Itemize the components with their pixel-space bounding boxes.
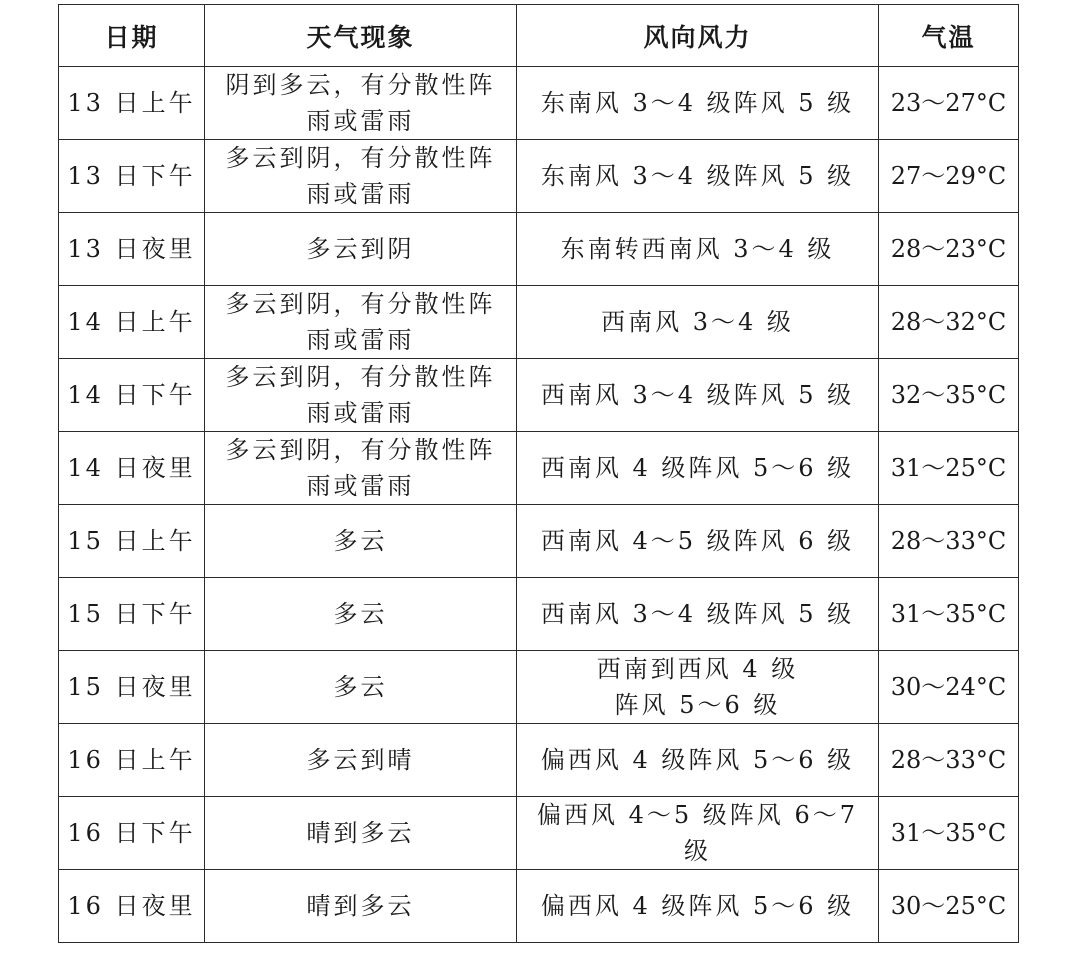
date-cell: 14 日上午 xyxy=(59,286,205,359)
weather-line: 雨或雷雨 xyxy=(306,472,415,500)
wind-line: 偏西风 4～5 级阵风 6～7 级 xyxy=(537,801,858,865)
table-row xyxy=(59,67,1019,140)
weather-line: 晴到多云 xyxy=(306,819,415,847)
date-cell: 14 日下午 xyxy=(59,359,205,432)
temperature-cell: 27～29°C xyxy=(879,140,1019,213)
wind-line: 东南转西南风 3～4 级 xyxy=(560,235,835,263)
header-row xyxy=(59,5,1019,67)
temperature-cell: 28～33°C xyxy=(879,505,1019,578)
wind-cell xyxy=(517,213,879,286)
date-cell: 13 日上午 xyxy=(59,67,205,140)
wind-line: 东南风 3～4 级阵风 5 级 xyxy=(540,89,855,117)
weather-line: 多云到阴，有分散性阵 xyxy=(225,363,496,391)
date-cell: 15 日下午 xyxy=(59,578,205,651)
wind-cell xyxy=(517,505,879,578)
date-cell: 15 日上午 xyxy=(59,505,205,578)
weather-line: 多云到阴 xyxy=(306,235,415,263)
header-date: 日期 xyxy=(59,5,205,67)
weather-cell xyxy=(205,797,517,870)
weather-cell xyxy=(205,578,517,651)
weather-line: 雨或雷雨 xyxy=(306,180,415,208)
weather-cell xyxy=(205,140,517,213)
temperature-cell: 28～32°C xyxy=(879,286,1019,359)
wind-cell xyxy=(517,578,879,651)
temperature-cell: 31～25°C xyxy=(879,432,1019,505)
wind-cell xyxy=(517,67,879,140)
weather-cell xyxy=(205,870,517,943)
temperature-cell: 30～24°C xyxy=(879,651,1019,724)
date-cell: 16 日夜里 xyxy=(59,870,205,943)
temperature-cell: 23～27°C xyxy=(879,67,1019,140)
weather-line: 多云 xyxy=(333,600,388,628)
wind-line: 西南风 3～4 级阵风 5 级 xyxy=(540,600,855,628)
table-row xyxy=(59,797,1019,870)
wind-line: 西南风 3～4 级阵风 5 级 xyxy=(540,381,855,409)
table-row xyxy=(59,213,1019,286)
weather-cell xyxy=(205,651,517,724)
wind-line: 西南风 3～4 级 xyxy=(601,308,794,336)
weather-line: 晴到多云 xyxy=(306,892,415,920)
wind-line: 西南到西风 4 级 xyxy=(596,655,799,683)
wind-line: 西南风 4 级阵风 5～6 级 xyxy=(540,454,855,482)
date-cell: 15 日夜里 xyxy=(59,651,205,724)
wind-line: 偏西风 4 级阵风 5～6 级 xyxy=(540,892,855,920)
weather-line: 多云 xyxy=(333,673,388,701)
wind-line: 阵风 5～6 级 xyxy=(614,691,781,719)
header-temperature: 气温 xyxy=(879,5,1019,67)
temperature-cell: 30～25°C xyxy=(879,870,1019,943)
wind-cell xyxy=(517,797,879,870)
weather-cell xyxy=(205,359,517,432)
wind-cell xyxy=(517,286,879,359)
table-header xyxy=(59,5,1019,67)
weather-line: 多云到阴，有分散性阵 xyxy=(225,436,496,464)
wind-cell xyxy=(517,359,879,432)
table-row xyxy=(59,870,1019,943)
wind-cell xyxy=(517,432,879,505)
weather-line: 雨或雷雨 xyxy=(306,326,415,354)
table-row xyxy=(59,359,1019,432)
date-cell: 13 日夜里 xyxy=(59,213,205,286)
table-row xyxy=(59,505,1019,578)
weather-line: 多云到晴 xyxy=(306,746,415,774)
weather-cell xyxy=(205,213,517,286)
weather-cell xyxy=(205,724,517,797)
temperature-cell: 28～33°C xyxy=(879,724,1019,797)
table-row xyxy=(59,432,1019,505)
table-row xyxy=(59,140,1019,213)
wind-cell xyxy=(517,724,879,797)
header-wind: 风向风力 xyxy=(517,5,879,67)
table-row xyxy=(59,724,1019,797)
weather-line: 多云到阴，有分散性阵 xyxy=(225,290,496,318)
temperature-cell: 31～35°C xyxy=(879,797,1019,870)
date-cell: 14 日夜里 xyxy=(59,432,205,505)
date-cell: 16 日上午 xyxy=(59,724,205,797)
temperature-cell: 28～23°C xyxy=(879,213,1019,286)
wind-line: 西南风 4～5 级阵风 6 级 xyxy=(540,527,855,555)
table-body xyxy=(59,67,1019,943)
weather-line: 雨或雷雨 xyxy=(306,107,415,135)
date-cell: 13 日下午 xyxy=(59,140,205,213)
forecast-table xyxy=(58,4,1019,943)
weather-cell xyxy=(205,286,517,359)
weather-cell xyxy=(205,432,517,505)
weather-line: 多云 xyxy=(333,527,388,555)
header-weather: 天气现象 xyxy=(205,5,517,67)
weather-line: 阴到多云，有分散性阵 xyxy=(225,71,496,99)
table-row xyxy=(59,286,1019,359)
weather-line: 雨或雷雨 xyxy=(306,399,415,427)
wind-cell xyxy=(517,651,879,724)
wind-cell xyxy=(517,870,879,943)
wind-cell xyxy=(517,140,879,213)
wind-line: 东南风 3～4 级阵风 5 级 xyxy=(540,162,855,190)
weather-cell xyxy=(205,505,517,578)
wind-line: 偏西风 4 级阵风 5～6 级 xyxy=(540,746,855,774)
temperature-cell: 31～35°C xyxy=(879,578,1019,651)
weather-cell xyxy=(205,67,517,140)
table-row xyxy=(59,651,1019,724)
date-cell: 16 日下午 xyxy=(59,797,205,870)
table-row xyxy=(59,578,1019,651)
weather-line: 多云到阴，有分散性阵 xyxy=(225,144,496,172)
temperature-cell: 32～35°C xyxy=(879,359,1019,432)
